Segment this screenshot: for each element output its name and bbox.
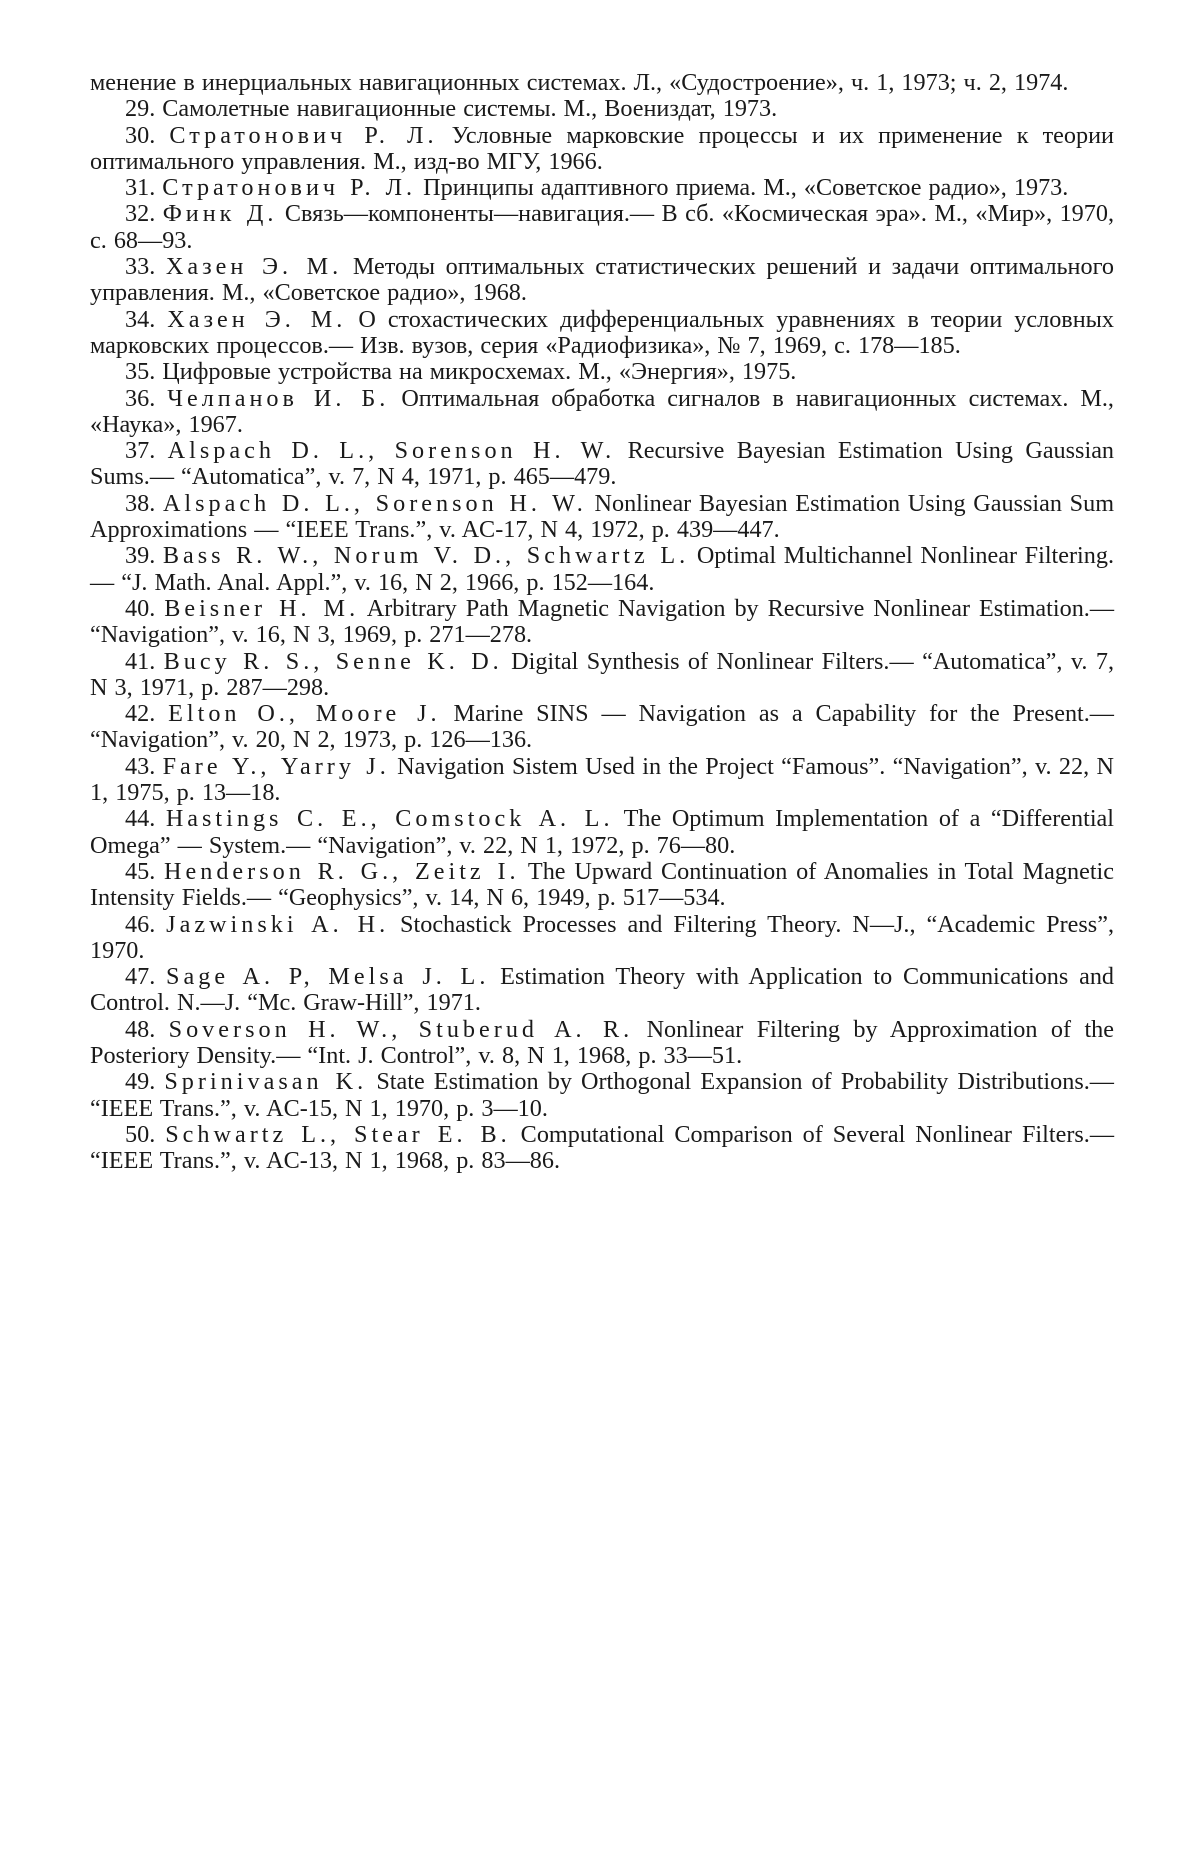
reference-text: Цифровые устройства на микросхемах. М., «Энергия», 1975. <box>162 358 797 386</box>
reference-author: Bucy R. S., Senne K. D. <box>163 647 503 675</box>
reference-number: 40. <box>125 594 156 622</box>
reference-text: Navigation Sistem Used in the Project “Famous”. “Navigation”, v. 22, N 1, 1975, p. 13—18. <box>90 752 1114 807</box>
reference-number: 30. <box>125 121 156 149</box>
reference-entry-41 <box>90 649 1114 702</box>
reference-number: 45. <box>125 857 156 885</box>
reference-entry-50 <box>90 1122 1114 1175</box>
reference-entry-31 <box>90 175 1114 201</box>
reference-author: Elton O., Moore J. <box>168 700 441 728</box>
reference-author: Jazwinski A. H. <box>166 910 390 938</box>
reference-entry-39 <box>90 543 1114 596</box>
reference-entry-47 <box>90 964 1114 1017</box>
reference-entry-45 <box>90 859 1114 912</box>
reference-text: Nonlinear Bayesian Estimation Using Gaussian Sum Approximations — “IEEE Trans.”, v. AC-17, N 4, 1972, p. 439—447. <box>90 489 1115 544</box>
reference-text: Stochastick Processes and Filtering Theory. N—J., “Academic Press”, 1970. <box>90 910 1115 964</box>
reference-text: Digital Synthesis of Nonlinear Filters.— “Automatica”, v. 7, N 3, 1971, p. 287—298. <box>90 647 1115 701</box>
reference-number: 31. <box>125 174 156 202</box>
reference-author: Hastings C. E., Comstock A. L. <box>165 805 614 833</box>
reference-author: Schwartz L., Stear E. B. <box>165 1120 511 1148</box>
reference-number: 37. <box>125 437 156 465</box>
reference-entry-continuation <box>90 70 1114 96</box>
reference-entry-43 <box>90 754 1114 807</box>
reference-number: 38. <box>125 489 156 517</box>
reference-entry-38 <box>90 491 1114 544</box>
reference-author: Хазен Э. М. <box>165 253 343 281</box>
reference-entry-35 <box>90 359 1114 385</box>
reference-text: The Upward Continuation of Anomalies in Total Magnetic Intensity Fields.— “Geophysics”, v. 14, N 6, 1949, p. 517—534. <box>90 857 1115 912</box>
reference-text: О стохастических дифференциальных уравнениях в теории условных марковских процессов.— Изв. вузов, серия «Радиофизика», № 7, 1969, с. 178—185. <box>90 305 1115 359</box>
reference-text: менение в инерциальных навигационных системах. Л., «Судостроение», ч. 1, 1973; ч. 2, 1974. <box>90 69 1069 96</box>
reference-number: 35. <box>125 358 156 386</box>
reference-text: Связь—компоненты—навигация.— В сб. «Космическая эра». М., «Мир», 1970, с. 68—93. <box>90 200 1115 254</box>
reference-entry-44 <box>90 806 1114 859</box>
reference-entry-46 <box>90 912 1114 965</box>
reference-list <box>90 70 1114 1174</box>
reference-entry-49 <box>90 1069 1114 1122</box>
reference-number: 29. <box>125 95 156 123</box>
reference-entry-32 <box>90 201 1114 254</box>
reference-text: Optimal Multichannel Nonlinear Filtering.— “J. Math. Anal. Appl.”, v. 16, N 2, 1966, p. 152—164. <box>90 542 1115 596</box>
reference-entry-30 <box>90 123 1114 176</box>
reference-entry-48 <box>90 1017 1114 1070</box>
reference-number: 36. <box>125 384 156 412</box>
reference-text: Arbitrary Path Magnetic Navigation by Recursive Nonlinear Estimation.— “Navigation”, v. 16, N 3, 1969, p. 271—278. <box>90 594 1115 649</box>
reference-author: Стратонович Р. Л. <box>169 121 438 149</box>
reference-entry-36 <box>90 386 1114 439</box>
reference-entry-42 <box>90 701 1114 754</box>
reference-text: Estimation Theory with Application to Communications and Control. N.—J. “Mc. Graw-Hill”, 1971. <box>90 963 1115 1017</box>
reference-number: 39. <box>125 542 156 570</box>
reference-text: Computational Comparison of Several Nonlinear Filters.— “IEEE Trans.”, v. AC-13, N 1, 1968, p. 83—86. <box>90 1120 1115 1175</box>
reference-author: Финк Д. <box>162 200 278 228</box>
reference-number: 42. <box>125 700 156 728</box>
reference-text: Nonlinear Filtering by Approximation of the Posteriory Density.— “Int. J. Control”, v. 8, N 1, 1968, p. 33—51. <box>90 1015 1114 1069</box>
reference-author: Beisner H. M. <box>164 594 360 622</box>
reference-number: 32. <box>125 200 156 228</box>
reference-number: 43. <box>125 752 156 780</box>
reference-text: Методы оптимальных статистических решений и задачи оптимального управления. М., «Советское радио», 1968. <box>90 253 1114 307</box>
reference-author: Henderson R. G., Zeitz I. <box>164 857 520 885</box>
reference-text: Самолетные навигационные системы. М., Воениздат, 1973. <box>162 95 778 123</box>
reference-author: Sage A. P, Melsa J. L. <box>166 963 490 991</box>
reference-number: 44. <box>125 805 156 833</box>
reference-author: Alspach D. L., Sorenson H. W. <box>162 489 587 517</box>
reference-entry-33 <box>90 254 1114 307</box>
reference-entry-34 <box>90 307 1114 360</box>
reference-number: 41. <box>125 647 156 675</box>
reference-entry-40 <box>90 596 1114 649</box>
reference-author: Fare Y., Yarry J. <box>162 752 390 780</box>
reference-number: 46. <box>125 910 156 938</box>
reference-text: Условные марковские процессы и их применение к теории оптимального управления. М., изд-во МГУ, 1966. <box>90 121 1114 175</box>
reference-author: Хазен Э. М. <box>167 305 347 333</box>
reference-number: 33. <box>125 253 156 281</box>
reference-author: Alspach D. L., Sorenson H. W. <box>167 437 616 465</box>
reference-text: State Estimation by Orthogonal Expansion of Probability Distributions.— “IEEE Trans.”, v. AC-15, N 1, 1970, p. 3—10. <box>90 1068 1114 1122</box>
reference-text: Recursive Bayesian Estimation Using Gaussian Sums.— “Automatica”, v. 7, N 4, 1971, p. 465—479. <box>90 437 1115 491</box>
reference-author: Soverson H. W., Stuberud A. R. <box>168 1015 634 1043</box>
reference-author: Sprinivasan K. <box>164 1068 368 1096</box>
reference-author: Bass R. W., Norum V. D., Schwartz L. <box>162 542 690 570</box>
reference-author: Стратонович Р. Л. <box>162 174 417 202</box>
reference-entry-37 <box>90 438 1114 491</box>
reference-number: 49. <box>125 1068 156 1096</box>
reference-number: 48. <box>125 1015 156 1043</box>
reference-text: Принципы адаптивного приема. М., «Советское радио», 1973. <box>416 174 1069 202</box>
reference-number: 50. <box>125 1120 156 1148</box>
reference-author: Челпанов И. Б. <box>167 384 390 412</box>
reference-text: Оптимальная обработка сигналов в навигационных системах. М., «Наука», 1967. <box>90 384 1114 438</box>
reference-number: 34. <box>125 305 156 333</box>
reference-text: Marine SINS — Navigation as a Capability for the Present.— “Navigation”, v. 20, N 2, 1973, p. 126—136. <box>90 700 1114 754</box>
reference-entry-29 <box>90 96 1114 122</box>
reference-number: 47. <box>125 963 156 991</box>
reference-text: The Optimum Implementation of a “Differential Omega” — System.— “Navigation”, v. 22, N 1, 1972, p. 76—80. <box>90 805 1114 859</box>
